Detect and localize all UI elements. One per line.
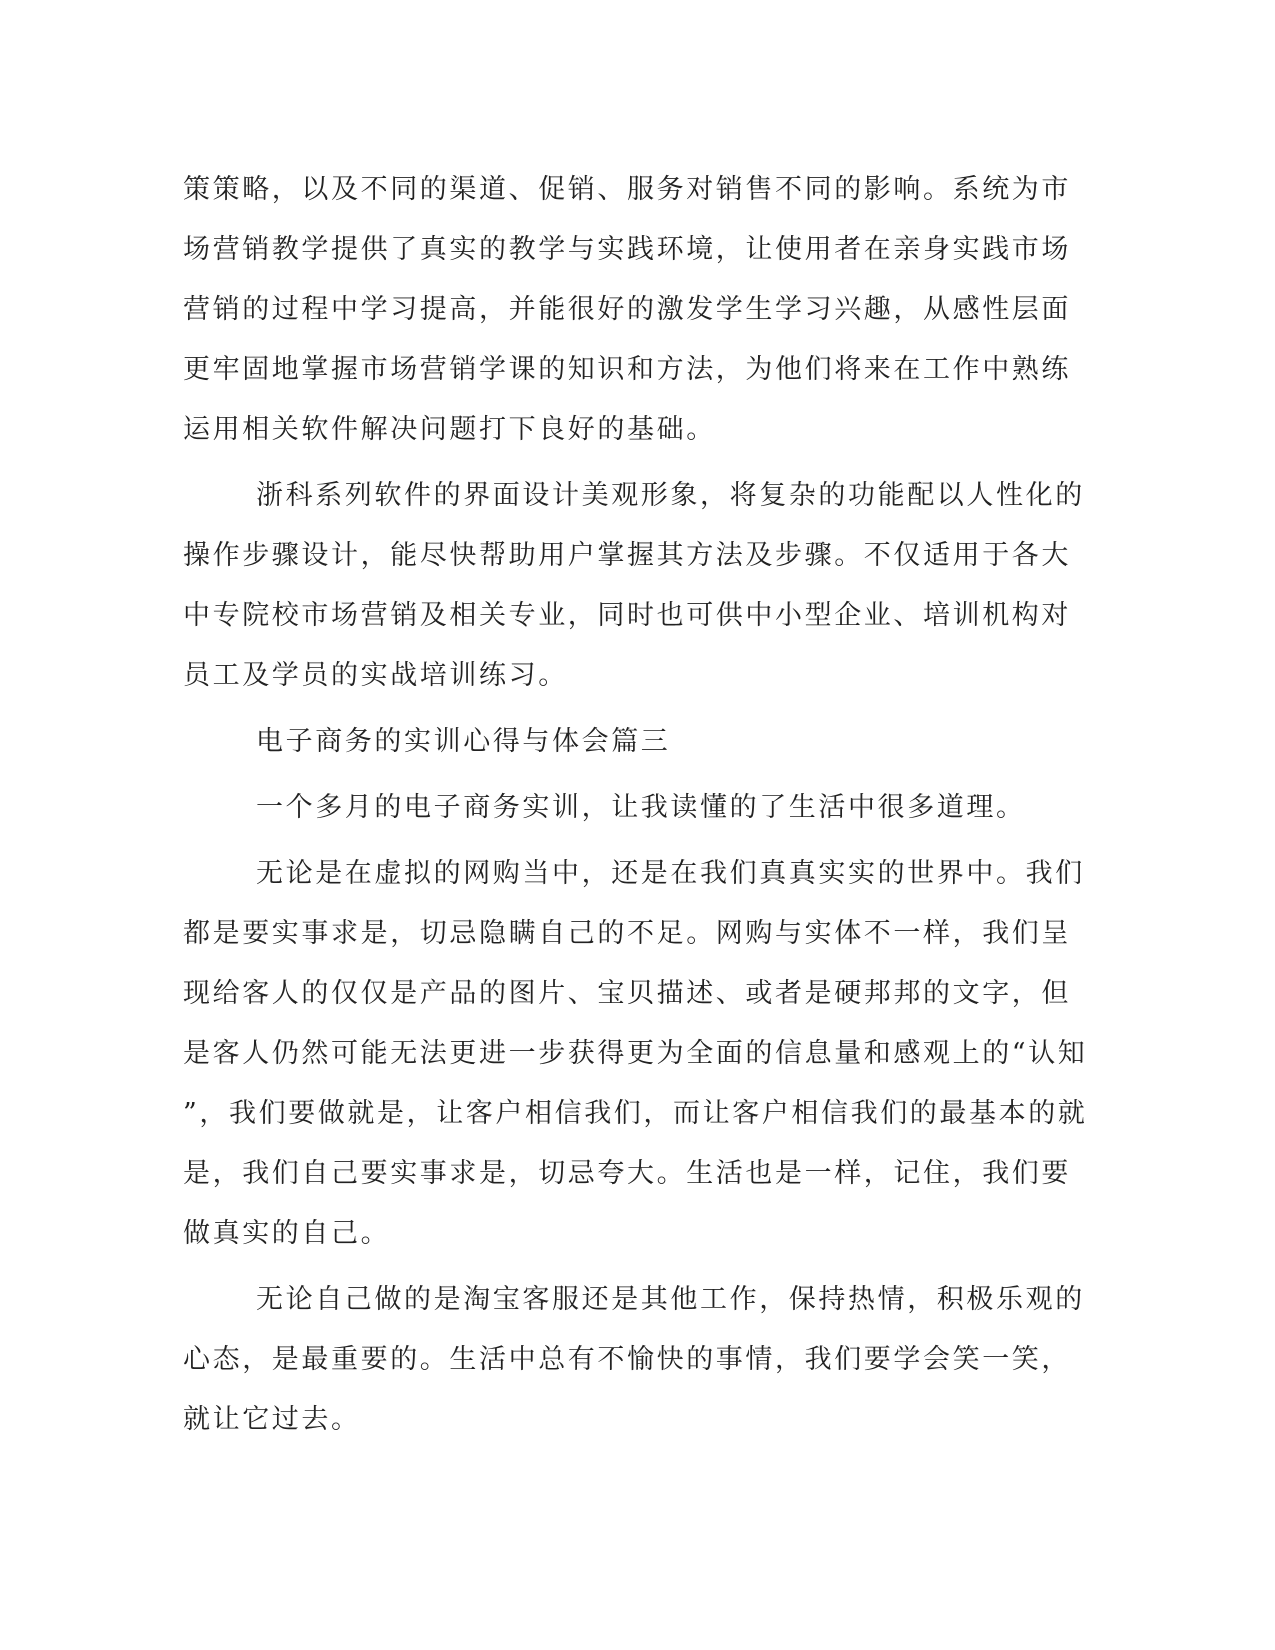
text-line: ”，我们要做就是，让客户相信我们，而让客户相信我们的最基本的就 <box>183 1098 1088 1129</box>
text-line: 策策略，以及不同的渠道、促销、服务对销售不同的影响。系统为市 <box>183 174 1071 205</box>
paragraph <box>183 466 1085 706</box>
paragraph <box>183 712 1043 772</box>
paragraph <box>183 160 1071 460</box>
text-line: 浙科系列软件的界面设计美观形象，将复杂的功能配以人性化的 <box>256 480 1085 511</box>
text-line: 无论是在虚拟的网购当中，还是在我们真真实实的世界中。我们 <box>256 858 1085 889</box>
text-line: 中专院校市场营销及相关专业，同时也可供中小型企业、培训机构对 <box>183 600 1071 631</box>
text-line: 都是要实事求是，切忌隐瞒自己的不足。网购与实体不一样，我们呈 <box>183 918 1071 949</box>
text-line: 场营销教学提供了真实的教学与实践环境，让使用者在亲身实践市场 <box>183 234 1071 265</box>
text-line: 操作步骤设计，能尽快帮助用户掌握其方法及步骤。不仅适用于各大 <box>183 540 1071 571</box>
text-line: 一个多月的电子商务实训，让我读懂的了生活中很多道理。 <box>256 792 1026 823</box>
text-line: 更牢固地掌握市场营销学课的知识和方法，为他们将来在工作中熟练 <box>183 354 1071 385</box>
text-line: 是客人仍然可能无法更进一步获得更为全面的信息量和感观上的“认知 <box>183 1038 1088 1069</box>
text-line: 营销的过程中学习提高，并能很好的激发学生学习兴趣，从感性层面 <box>183 294 1071 325</box>
paragraph <box>183 1270 1085 1450</box>
text-line: 心态，是最重要的。生活中总有不愉快的事情，我们要学会笑一笑， <box>183 1344 1071 1375</box>
text-line: 无论自己做的是淘宝客服还是其他工作，保持热情，积极乐观的 <box>256 1284 1085 1315</box>
text-line: 现给客人的仅仅是产品的图片、宝贝描述、或者是硬邦邦的文字，但 <box>183 978 1071 1009</box>
text-line: 电子商务的实训心得与体会篇三 <box>256 726 671 757</box>
text-line: 是，我们自己要实事求是，切忌夸大。生活也是一样，记住，我们要 <box>183 1158 1071 1189</box>
paragraph <box>183 778 1043 838</box>
text-line: 做真实的自己。 <box>183 1218 391 1249</box>
text-line: 员工及学员的实战培训练习。 <box>183 660 568 691</box>
paragraph <box>183 844 1088 1264</box>
text-line: 就让它过去。 <box>183 1404 361 1435</box>
document-body <box>183 160 1088 1450</box>
text-line: 运用相关软件解决问题打下良好的基础。 <box>183 414 716 445</box>
